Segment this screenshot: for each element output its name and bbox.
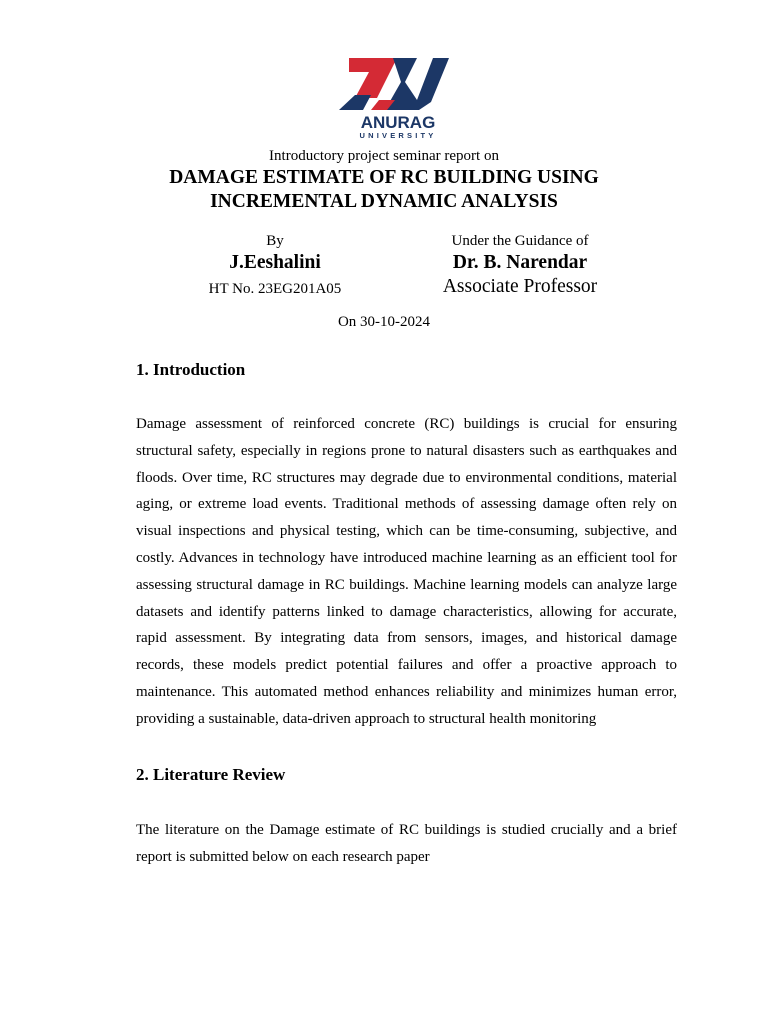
report-date: On 30-10-2024 bbox=[337, 314, 431, 330]
logo-red-mark-lower bbox=[339, 95, 371, 110]
logo-red-mark bbox=[349, 58, 397, 98]
section-heading-literature-review: 2. Literature Review bbox=[136, 765, 286, 784]
literature-review-paragraph: The literature on the Damage estimate of RC buildings is studied crucially and a brief report is submitted below on each research paper bbox=[136, 822, 677, 865]
report-intro-line: Introductory project seminar report on bbox=[269, 148, 499, 164]
author-block bbox=[170, 232, 380, 298]
by-label: By bbox=[266, 233, 284, 249]
section-heading-introduction: 1. Introduction bbox=[136, 360, 246, 379]
logo-name-text: ANURAG bbox=[360, 113, 436, 132]
anurag-university-logo-icon bbox=[335, 40, 461, 140]
logo-navy-mark bbox=[385, 58, 449, 110]
ht-number: HT No. 23EG201A05 bbox=[208, 281, 342, 297]
university-logo bbox=[335, 40, 461, 140]
guide-block bbox=[410, 232, 630, 299]
author-name: J.Eeshalini bbox=[229, 252, 321, 273]
report-title-line-1: DAMAGE ESTIMATE OF RC BUILDING USING bbox=[169, 167, 599, 188]
guidance-label: Under the Guidance of bbox=[451, 233, 589, 249]
report-title bbox=[0, 166, 768, 214]
introduction-paragraph: Damage assessment of reinforced concrete (RC) buildings is crucial for ensuring structural safety, especially in regions prone to natural disasters such as earthquakes and floods. Over time, RC structures may degrade due to environmental conditions, material aging, or extreme load events. Traditional methods of assessing damage often rely on visual inspections and physical testing, which can be time-consuming, subjective, and costly. Advances in technology have introduced machine learning as an efficient tool for assessing structural damage in RC buildings. Machine learning models can analyze large datasets and identify patterns linked to damage characteristics, allowing for accurate, rapid assessment. By integrating data from sensors, images, and historical damage records, these models predict potential failures and offer a proactive approach to maintenance. This automated method enhances reliability and minimizes human error, providing a sustainable, data-driven approach to structural health monitoring bbox=[136, 416, 677, 727]
guide-name: Dr. B. Narendar bbox=[452, 252, 588, 273]
logo-subtitle-text: UNIVERSITY bbox=[359, 131, 437, 140]
guide-designation: Associate Professor bbox=[442, 276, 598, 297]
report-title-line-2: INCREMENTAL DYNAMIC ANALYSIS bbox=[210, 191, 558, 212]
